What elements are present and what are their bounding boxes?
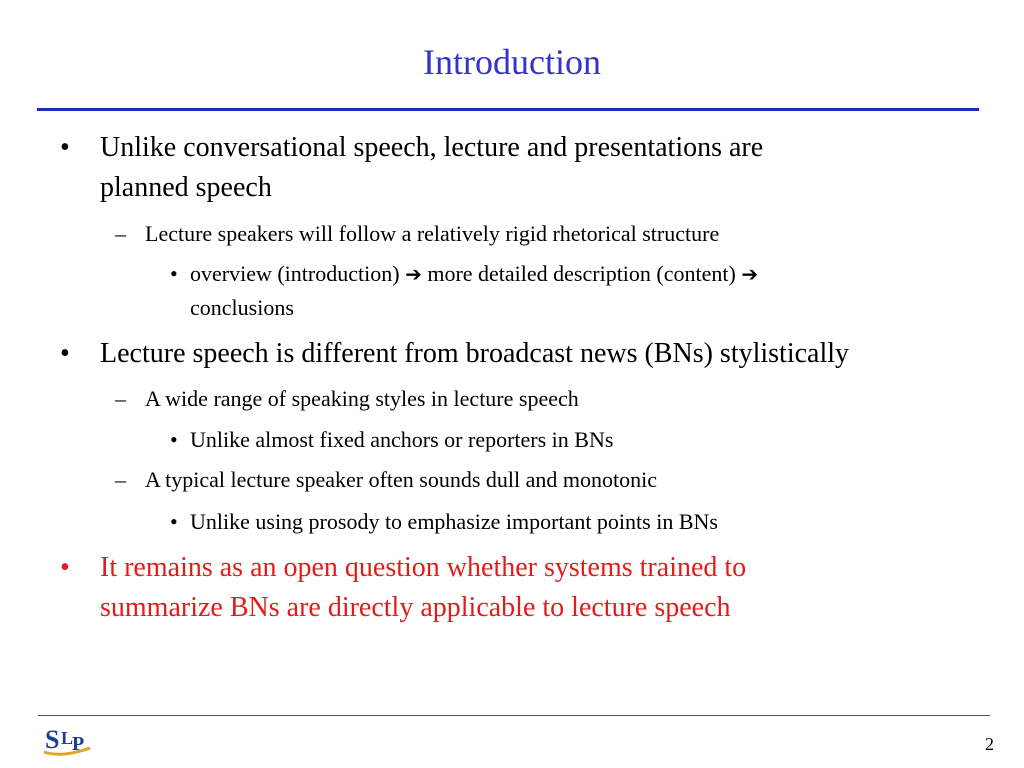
svg-text:S: S: [45, 725, 60, 754]
bullet-2-subsub-1-text: Unlike almost fixed anchors or reporters in BNs: [190, 427, 614, 452]
title-divider: [37, 108, 979, 111]
bullet-3-marker: •: [60, 552, 70, 583]
bullet-1-subsub-1-line-1: [190, 258, 758, 290]
bullet-1-sub-1-marker: –: [115, 221, 126, 246]
slp-logo: [42, 722, 98, 762]
footer-divider: [38, 715, 990, 716]
bullet-1-line-2: planned speech: [100, 172, 272, 203]
bullet-2-subsub-2-text: Unlike using prosody to emphasize important points in BNs: [190, 509, 718, 534]
svg-text:L: L: [61, 728, 74, 748]
slide-title: Introduction: [423, 42, 601, 82]
bullet-2-sub-1-marker: –: [115, 386, 126, 411]
bullet-2-sub-2-text: A typical lecture speaker often sounds dull and monotonic: [145, 467, 657, 492]
bullet-3-line-1: It remains as an open question whether systems trained to: [100, 552, 747, 583]
page-number: 2: [985, 734, 994, 754]
bullet-3-line-2: summarize BNs are directly applicable to lecture speech: [100, 592, 731, 623]
bullet-1-sub-1-text: Lecture speakers will follow a relatively rigid rhetorical structure: [145, 221, 720, 246]
bullet-2-sub-2-marker: –: [115, 467, 126, 492]
bullet-2-text: Lecture speech is different from broadcast news (BNs) stylistically: [100, 338, 850, 369]
bullet-1-subsub-1-marker: •: [170, 261, 178, 286]
bullet-2-marker: •: [60, 338, 70, 369]
right-arrow-icon: ➔: [405, 262, 422, 286]
bullet-2-sub-1-text: A wide range of speaking styles in lecture speech: [145, 386, 579, 411]
bullet-1-marker: •: [60, 132, 70, 163]
bullet-2-subsub-1-marker: •: [170, 427, 178, 452]
subsub-part-overview: overview (introduction): [190, 261, 400, 286]
bullet-1-line-1: Unlike conversational speech, lecture and presentations are: [100, 132, 764, 163]
bullet-2-subsub-2-marker: •: [170, 509, 178, 534]
right-arrow-icon: ➔: [741, 262, 759, 286]
bullet-1-subsub-1-line-2: conclusions: [190, 295, 294, 320]
subsub-part-detailed: more detailed description (content): [427, 261, 736, 286]
svg-text:P: P: [72, 733, 85, 755]
